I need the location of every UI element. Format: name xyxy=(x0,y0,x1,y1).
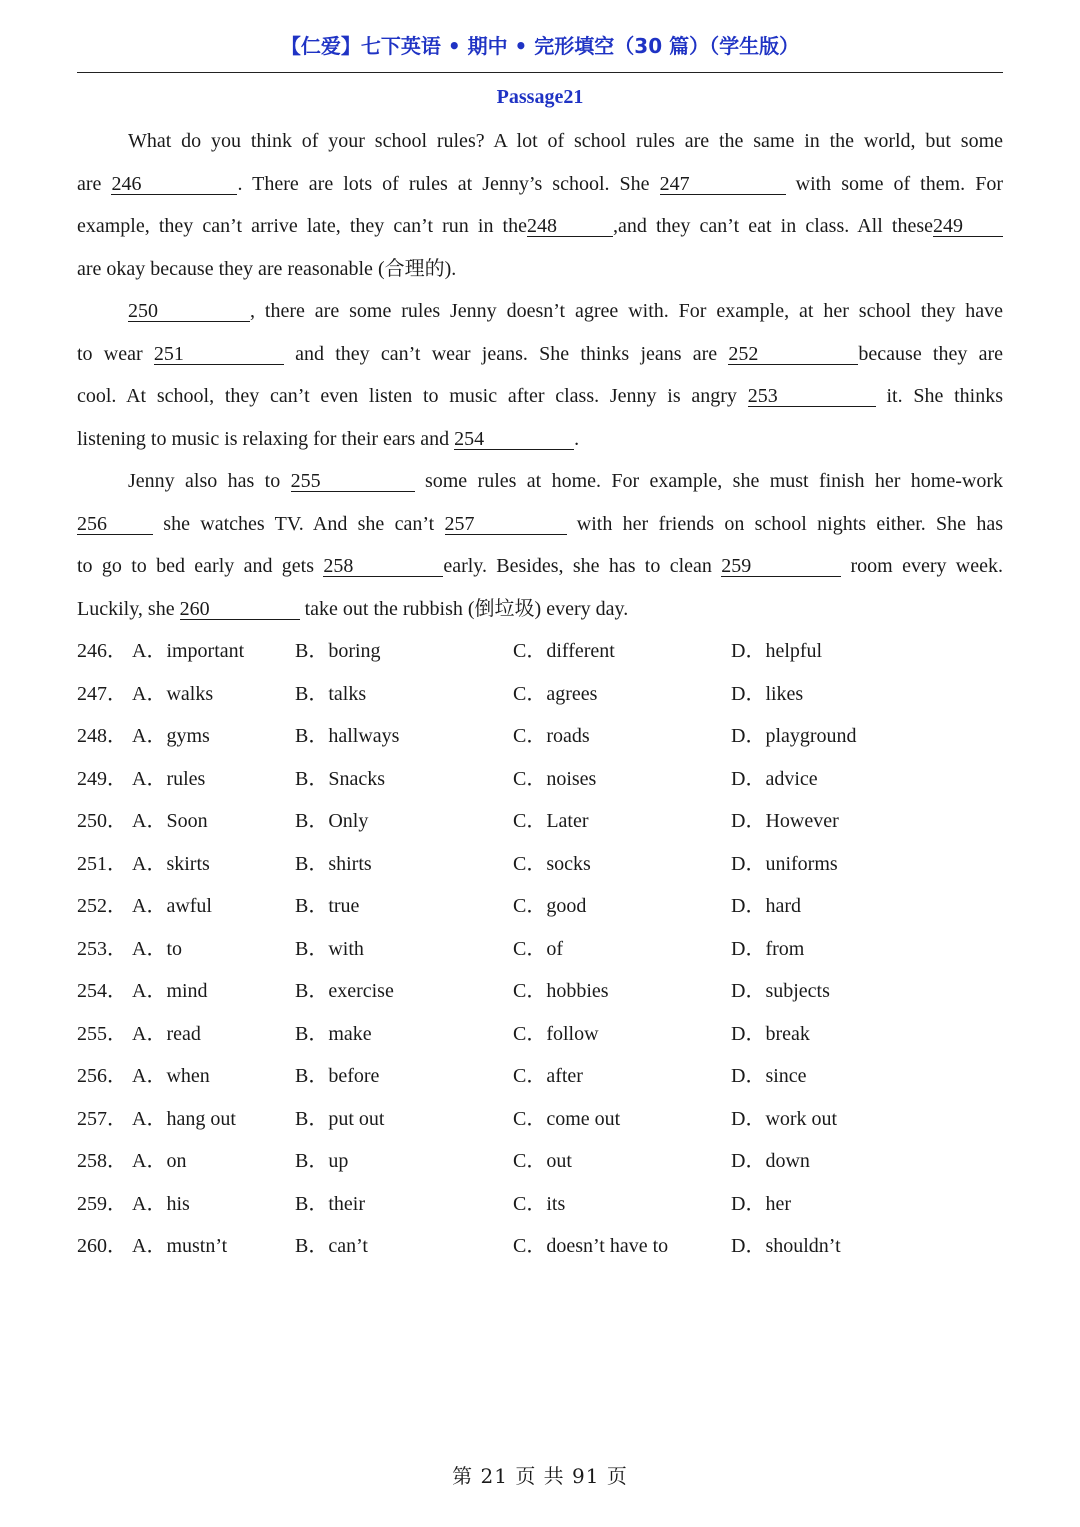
passage-text: . There are lots of rules at Jenny’s school. She xyxy=(237,172,660,195)
question-number: 250． xyxy=(77,810,127,832)
option-b: B．put out xyxy=(295,1107,385,1130)
passage-line xyxy=(77,503,1003,546)
passage-text: listening to music is relaxing for their ears and xyxy=(77,427,455,450)
passage-line xyxy=(77,248,1003,291)
blank-246: 246 xyxy=(111,174,237,195)
question-number: 248． xyxy=(77,725,127,747)
option-b: B．hallways xyxy=(295,725,400,747)
question-row xyxy=(77,1140,1003,1183)
option-a: A．gyms xyxy=(132,725,210,747)
option-d: D．hard xyxy=(731,895,801,917)
question-number: 256． xyxy=(77,1065,127,1087)
option-b: B．Snacks xyxy=(295,767,385,790)
option-d: D．shouldn’t xyxy=(731,1235,841,1257)
option-a: A．important xyxy=(132,640,245,662)
question-number: 246． xyxy=(77,640,127,662)
option-c: C．its xyxy=(513,1192,566,1215)
question-row xyxy=(77,715,1003,758)
option-b: B．exercise xyxy=(295,980,394,1002)
option-b: B．their xyxy=(295,1192,365,1215)
passage-line xyxy=(77,205,1003,248)
option-a: A．rules xyxy=(132,767,206,790)
option-b: B．talks xyxy=(295,682,367,705)
question-number: 247． xyxy=(77,682,127,705)
option-d: D．subjects xyxy=(731,980,830,1002)
option-c: C．agrees xyxy=(513,682,598,705)
blank-248: 248 xyxy=(527,216,613,237)
option-d: D．down xyxy=(731,1150,810,1172)
option-c: C．Later xyxy=(513,810,589,832)
question-number: 249． xyxy=(77,767,127,790)
option-b: B．shirts xyxy=(295,852,372,875)
passage-text: take out the rubbish (倒垃圾) every day. xyxy=(299,597,629,620)
blank-256: 256 xyxy=(77,514,153,535)
option-a: A．his xyxy=(132,1192,190,1215)
option-a: A．hang out xyxy=(132,1107,236,1130)
passage-text: with some of them. For xyxy=(785,172,1003,195)
passage-text: are okay because they are reasonable (合理的). xyxy=(77,257,457,280)
passage-text: she watches TV. And she can’t xyxy=(153,512,445,535)
question-row xyxy=(77,673,1003,716)
option-a: A．skirts xyxy=(132,852,210,875)
option-a: A．to xyxy=(132,937,182,960)
blank-254: 254 xyxy=(454,429,574,450)
passage-title: Passage21 xyxy=(496,86,584,108)
passage-text: cool. At school, they can’t even listen to music after class. Jenny is angry xyxy=(77,385,748,407)
passage-line xyxy=(77,163,1003,206)
option-d: D．her xyxy=(731,1192,791,1215)
question-number: 257． xyxy=(77,1107,127,1130)
option-c: C．hobbies xyxy=(513,980,609,1002)
option-a: A．on xyxy=(132,1150,187,1172)
option-b: B．before xyxy=(295,1065,380,1087)
option-c: C．doesn’t have to xyxy=(513,1235,669,1257)
blank-260: 260 xyxy=(180,599,300,620)
option-c: C．roads xyxy=(513,725,590,747)
question-row xyxy=(77,1225,1003,1268)
passage-line xyxy=(77,120,1003,163)
passage-line xyxy=(77,290,1003,333)
option-a: A．mustn’t xyxy=(132,1235,228,1257)
document-header: 【仁爱】七下英语 • 期中 • 完形填空（30 篇）（学生版） xyxy=(280,34,800,58)
passage-text: room every week. xyxy=(841,555,1003,577)
question-row xyxy=(77,928,1003,971)
question-number: 259． xyxy=(77,1192,127,1215)
option-a: A．walks xyxy=(132,682,214,705)
passage-text: Jenny also has to xyxy=(128,470,291,492)
option-b: B．up xyxy=(295,1150,349,1172)
passage-text: ,and they can’t eat in class. All these xyxy=(613,215,933,237)
blank-247: 247 xyxy=(660,174,786,195)
blank-251: 251 xyxy=(154,344,284,365)
passage-text: it. She thinks xyxy=(875,385,1003,407)
question-number: 254． xyxy=(77,980,127,1002)
option-b: B．true xyxy=(295,895,360,917)
option-a: A．mind xyxy=(132,980,208,1002)
question-number: 251． xyxy=(77,852,127,875)
question-number: 253． xyxy=(77,937,127,960)
blank-252: 252 xyxy=(728,344,858,365)
option-a: A．awful xyxy=(132,895,212,917)
passage-text: with her friends on school nights either. She has xyxy=(566,512,1004,535)
passage-text: are xyxy=(77,172,112,195)
option-d: D．from xyxy=(731,937,805,960)
option-c: C．follow xyxy=(513,1022,599,1045)
passage-text: , there are some rules Jenny doesn’t agree with. For example, at her school they have xyxy=(250,300,1003,322)
passage-text: What do you think of your school rules? A lot of school rules are the same in the world, but some xyxy=(128,130,1003,152)
question-row xyxy=(77,843,1003,886)
question-number: 260． xyxy=(77,1235,127,1257)
question-number: 255． xyxy=(77,1022,127,1045)
blank-250: 250 xyxy=(128,301,250,322)
option-c: C．out xyxy=(513,1150,572,1172)
option-d: D．uniforms xyxy=(731,852,838,875)
question-row xyxy=(77,970,1003,1013)
passage-text: early. Besides, she has to clean xyxy=(443,555,722,577)
question-row xyxy=(77,800,1003,843)
blank-255: 255 xyxy=(291,471,415,492)
blank-253: 253 xyxy=(748,386,876,407)
blank-249: 249 xyxy=(933,216,1003,237)
option-c: C．socks xyxy=(513,852,591,875)
option-d: D．playground xyxy=(731,725,857,747)
option-c: C．noises xyxy=(513,767,597,790)
option-d: D．since xyxy=(731,1065,807,1087)
option-a: A．Soon xyxy=(132,810,208,832)
passage-body xyxy=(77,120,1003,630)
question-row xyxy=(77,758,1003,801)
passage-text: because they are xyxy=(858,342,1003,365)
header-divider xyxy=(77,72,1003,73)
question-row xyxy=(77,1055,1003,1098)
question-row xyxy=(77,885,1003,928)
blank-259: 259 xyxy=(721,556,841,577)
option-c: C．different xyxy=(513,640,615,662)
option-d: D．break xyxy=(731,1022,810,1045)
passage-text: to wear xyxy=(77,342,154,365)
passage-text: and they can’t wear jeans. She thinks jeans are xyxy=(283,342,729,365)
passage-line xyxy=(77,418,1003,461)
passage-line xyxy=(77,375,1003,418)
passage-text: Luckily, she xyxy=(77,597,180,620)
option-c: C．after xyxy=(513,1065,583,1087)
option-d: D．likes xyxy=(731,682,804,705)
option-d: D．helpful xyxy=(731,640,823,662)
option-d: D．However xyxy=(731,810,839,832)
option-a: A．when xyxy=(132,1065,210,1087)
passage-text: . xyxy=(574,427,580,450)
question-row xyxy=(77,630,1003,673)
option-d: D．advice xyxy=(731,767,818,790)
question-row xyxy=(77,1183,1003,1226)
option-b: B．make xyxy=(295,1022,372,1045)
answer-options xyxy=(77,630,1003,1268)
question-number: 252． xyxy=(77,895,127,917)
passage-text: example, they can’t arrive late, they can’t run in the xyxy=(77,215,527,237)
passage-text: some rules at home. For example, she must finish her home-work xyxy=(414,470,1003,492)
option-b: B．with xyxy=(295,937,364,960)
option-c: C．good xyxy=(513,895,587,917)
option-c: C．of xyxy=(513,937,563,960)
option-b: B．Only xyxy=(295,810,369,832)
option-c: C．come out xyxy=(513,1107,621,1130)
passage-line xyxy=(77,333,1003,376)
option-b: B．boring xyxy=(295,640,381,662)
passage-line xyxy=(77,588,1003,631)
question-number: 258． xyxy=(77,1150,127,1172)
blank-258: 258 xyxy=(323,556,443,577)
passage-text: to go to bed early and gets xyxy=(77,555,324,577)
passage-line xyxy=(77,545,1003,588)
option-a: A．read xyxy=(132,1022,201,1045)
question-row xyxy=(77,1013,1003,1056)
option-d: D．work out xyxy=(731,1107,838,1130)
option-b: B．can’t xyxy=(295,1235,368,1257)
question-row xyxy=(77,1098,1003,1141)
page-number: 第 21 页 共 91 页 xyxy=(452,1464,628,1488)
passage-line xyxy=(77,460,1003,503)
blank-257: 257 xyxy=(445,514,567,535)
